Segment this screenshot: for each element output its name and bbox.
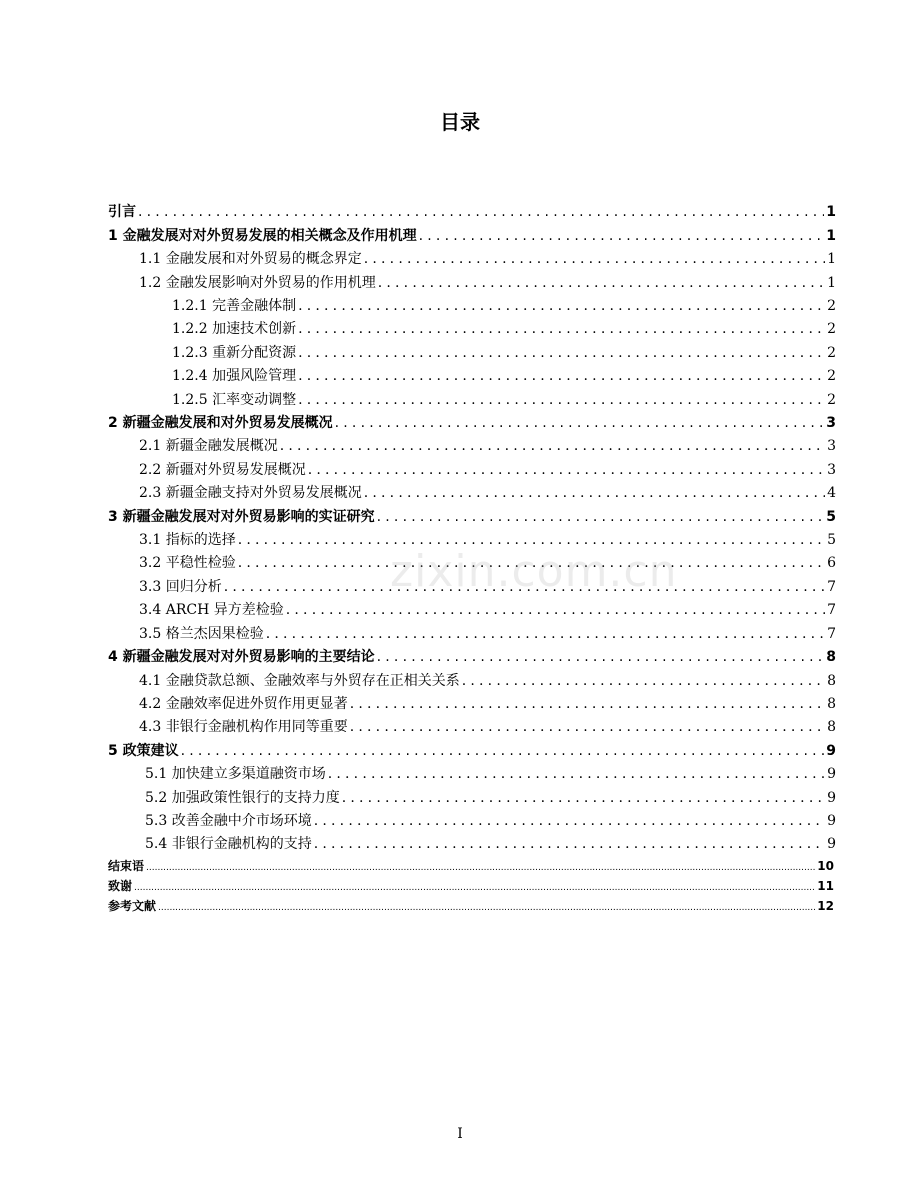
toc-entry-page: 2 (827, 368, 836, 384)
toc-leader-dots (378, 275, 825, 291)
toc-entry-title: 1.2.5 汇率变动调整 (172, 392, 297, 408)
toc-entry-title: 5 政策建议 (108, 743, 179, 759)
toc-entry-page: 1 (826, 204, 836, 220)
toc-entry-title: 5.2 加强政策性银行的支持力度 (145, 790, 340, 806)
toc-entry-title: 1.1 金融发展和对外贸易的概念界定 (139, 251, 362, 267)
toc-entry-title: 结束语 (108, 859, 145, 873)
toc-entry-title: 1.2.4 加强风险管理 (172, 368, 297, 384)
toc-entry[interactable] (172, 318, 836, 338)
toc-entry-page: 9 (827, 813, 836, 829)
toc-entry[interactable] (145, 763, 836, 783)
toc-entry-page: 3 (827, 438, 836, 454)
toc-entry-page: 6 (827, 555, 836, 571)
toc-leader-dots (298, 345, 825, 361)
toc-entry-page: 1 (827, 275, 836, 291)
toc-entry-page: 2 (827, 321, 836, 337)
toc-entry-page: 8 (827, 696, 836, 712)
toc-leader-dots (308, 462, 825, 478)
toc-entry[interactable] (139, 272, 836, 292)
toc-entry-page: 8 (827, 719, 836, 735)
toc-entry[interactable] (108, 857, 834, 874)
toc-entry[interactable] (145, 787, 836, 807)
toc-entry[interactable] (139, 459, 836, 479)
toc-leader-dots (181, 743, 825, 759)
toc-entry-page: 9 (827, 766, 836, 782)
toc-leader-dots (158, 903, 815, 913)
toc-entry-title: 5.4 非银行金融机构的支持 (145, 836, 312, 852)
toc-entry-page: 7 (827, 626, 836, 642)
toc-entry-title: 4.3 非银行金融机构作用同等重要 (139, 719, 348, 735)
toc-leader-dots (377, 649, 825, 665)
toc-entry[interactable] (172, 389, 836, 409)
toc-leader-dots (377, 509, 825, 525)
toc-leader-dots (350, 719, 825, 735)
toc-entry-page: 1 (827, 251, 836, 267)
toc-leader-dots (364, 485, 825, 501)
toc-entry[interactable] (139, 693, 836, 713)
toc-entry-title: 3.2 平稳性检验 (139, 555, 236, 571)
toc-leader-dots (134, 883, 815, 893)
toc-entry[interactable] (108, 897, 834, 914)
toc-leader-dots (342, 790, 825, 806)
watermark: zixin.com.cn (390, 546, 678, 597)
toc-title: 目录 (440, 110, 480, 134)
toc-leader-dots (146, 863, 815, 873)
toc-entry-title: 3.4 ARCH 异方差检验 (139, 602, 284, 618)
toc-entry[interactable] (139, 670, 836, 690)
page-number: I (457, 1126, 463, 1142)
toc-entry[interactable] (139, 716, 836, 736)
toc-leader-dots (298, 321, 825, 337)
toc-entry-page: 8 (827, 673, 836, 689)
toc-leader-dots (298, 392, 825, 408)
toc-entry-page: 3 (827, 462, 836, 478)
toc-entry-title: 2.2 新疆对外贸易发展概况 (139, 462, 306, 478)
toc-entry-page: 9 (827, 836, 836, 852)
toc-leader-dots (350, 696, 825, 712)
toc-entry[interactable] (108, 646, 836, 666)
toc-entry-title: 3 新疆金融发展对对外贸易影响的实证研究 (108, 509, 375, 525)
toc-entry[interactable] (108, 225, 836, 245)
toc-leader-dots (328, 766, 825, 782)
toc-entry-page: 9 (827, 790, 836, 806)
toc-entry-title: 3.1 指标的选择 (139, 532, 236, 548)
toc-leader-dots (462, 673, 825, 689)
toc-leader-dots (286, 602, 825, 618)
toc-leader-dots (335, 415, 825, 431)
toc-entry[interactable] (172, 365, 836, 385)
toc-entry-page: 7 (827, 602, 836, 618)
toc-entry-page: 7 (827, 579, 836, 595)
toc-entry-title: 1 金融发展对对外贸易发展的相关概念及作用机理 (108, 228, 417, 244)
toc-entry-page: 11 (817, 879, 834, 893)
toc-entry-title: 引言 (108, 204, 136, 220)
toc-entry-page: 2 (827, 298, 836, 314)
toc-leader-dots (314, 836, 825, 852)
toc-leader-dots (298, 298, 825, 314)
toc-entry-page: 4 (827, 485, 836, 501)
toc-entry-title: 3.5 格兰杰因果检验 (139, 626, 264, 642)
toc-entry[interactable] (145, 810, 836, 830)
toc-entry-page: 2 (827, 392, 836, 408)
toc-entry[interactable] (108, 201, 836, 221)
toc-entry[interactable] (139, 623, 836, 643)
toc-entry-title: 1.2.3 重新分配资源 (172, 345, 297, 361)
toc-entry-title: 1.2 金融发展影响对外贸易的作用机理 (139, 275, 376, 291)
toc-entry[interactable] (139, 599, 836, 619)
toc-entry[interactable] (172, 342, 836, 362)
toc-entry[interactable] (108, 877, 834, 894)
toc-leader-dots (314, 813, 825, 829)
toc-entry[interactable] (108, 506, 836, 526)
toc-leader-dots (298, 368, 825, 384)
toc-entry-page: 9 (826, 743, 836, 759)
toc-leader-dots (138, 204, 824, 220)
toc-entry-page: 10 (817, 859, 834, 873)
toc-entry-page: 5 (826, 509, 836, 525)
toc-entry-title: 致谢 (108, 879, 133, 893)
toc-leader-dots (280, 438, 825, 454)
toc-entry[interactable] (108, 740, 836, 760)
toc-entry-page: 5 (827, 532, 836, 548)
toc-entry-page: 8 (826, 649, 836, 665)
toc-entry[interactable] (108, 412, 836, 432)
toc-entry-title: 1.2.2 加速技术创新 (172, 321, 297, 337)
toc-entry-title: 5.3 改善金融中介市场环境 (145, 813, 312, 829)
toc-entry[interactable] (139, 248, 836, 268)
toc-entry-page: 1 (826, 228, 836, 244)
toc-entry[interactable] (139, 482, 836, 502)
toc-entry-page: 3 (826, 415, 836, 431)
toc-entry-title: 4 新疆金融发展对对外贸易影响的主要结论 (108, 649, 375, 665)
toc-entry-title: 5.1 加快建立多渠道融资市场 (145, 766, 326, 782)
toc-entry-title: 2.1 新疆金融发展概况 (139, 438, 278, 454)
toc-entry-title: 2.3 新疆金融支持对外贸易发展概况 (139, 485, 362, 501)
toc-entry-title: 参考文献 (108, 899, 157, 913)
toc-entry-title: 4.1 金融贷款总额、金融效率与外贸存在正相关关系 (139, 673, 460, 689)
toc-leader-dots (419, 228, 825, 244)
toc-entry[interactable] (145, 833, 836, 853)
toc-entry-title: 2 新疆金融发展和对外贸易发展概况 (108, 415, 333, 431)
toc-leader-dots (266, 626, 825, 642)
toc-entry-title: 4.2 金融效率促进外贸作用更显著 (139, 696, 348, 712)
toc-entry-title: 1.2.1 完善金融体制 (172, 298, 297, 314)
toc-entry-page: 2 (827, 345, 836, 361)
toc-leader-dots (364, 251, 825, 267)
toc-entry[interactable] (172, 295, 836, 315)
toc-entry-title: 3.3 回归分析 (139, 579, 222, 595)
toc-entry[interactable] (139, 435, 836, 455)
toc-entry-page: 12 (817, 899, 834, 913)
